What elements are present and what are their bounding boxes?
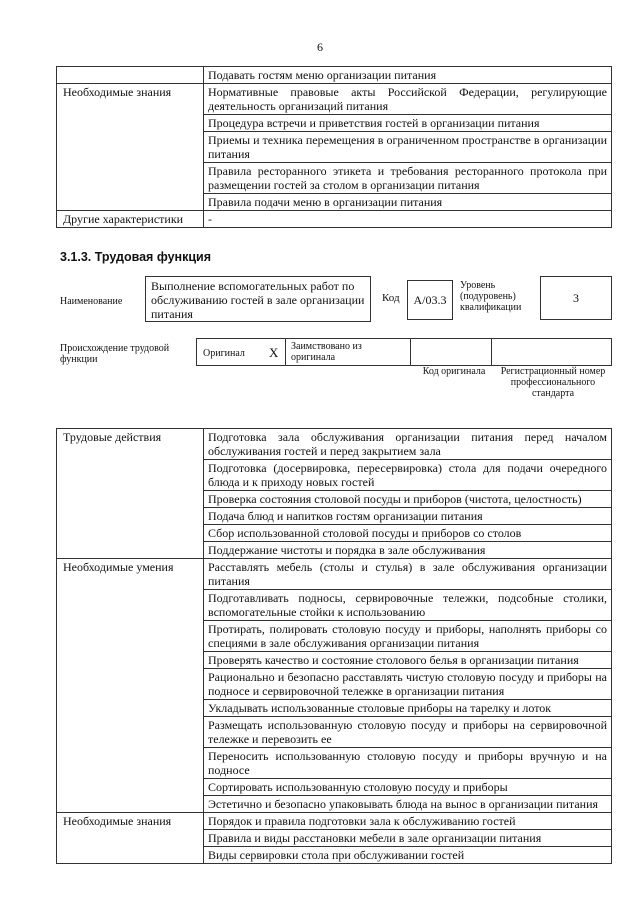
function-name-value: Выполнение вспомогательных работ по обслуживанию гостей в зале организации питания — [151, 279, 365, 321]
group-item: Подготовка (досервировка, пересервировка) стола для подачи очередного блюда и к приходу новых гостей — [204, 460, 612, 491]
row-text: Правила ресторанного этикета и требования ресторанного протокола при размещении гостей за столом в организации питания — [204, 163, 612, 194]
code-label: Код — [382, 292, 400, 304]
original-cell — [196, 338, 286, 366]
code-box — [407, 280, 453, 320]
row-text: Подавать гостям меню организации питания — [204, 67, 612, 84]
knowledge-table-top — [56, 66, 612, 228]
table-row — [57, 211, 612, 228]
row-text: Процедура встречи и приветствия гостей в организации питания — [204, 115, 612, 132]
group-item: Подача блюд и напитков гостям организации питания — [204, 508, 612, 525]
original-mark: X — [269, 345, 279, 360]
group-item: Переносить использованную столовую посуду и приборы вручную и на подносе — [204, 748, 612, 779]
page-number: 6 — [317, 40, 323, 54]
group-item: Расставлять мебель (столы и стулья) в зале обслуживания организации питания — [204, 559, 612, 590]
row-text: Правила подачи меню в организации питания — [204, 194, 612, 211]
row-label: Необходимые знания — [57, 84, 204, 211]
section-title: 3.1.3. Трудовая функция — [60, 250, 212, 264]
group-item: Размещать использованную столовую посуду и приборы на сервировочной тележке и перевозить ее — [204, 717, 612, 748]
borrowed-label: Заимствовано из оригинала — [291, 341, 362, 363]
original-label: Оригинал — [203, 348, 245, 359]
group-item: Сбор использованной столовой посуды и приборов со столов — [204, 525, 612, 542]
group-item: Подготавливать подносы, сервировочные тележки, подсобные столики, вспомогательные стойки к использованию — [204, 590, 612, 621]
reg-number-caption: Регистрационный номер профессионального стандарта — [500, 366, 606, 399]
group-item: Эстетично и безопасно упаковывать блюда на вынос в организации питания — [204, 796, 612, 813]
table-row — [57, 84, 612, 115]
table-row — [57, 813, 612, 830]
table-row — [57, 67, 612, 84]
borrowed-cell — [285, 338, 411, 366]
row-text: Нормативные правовые акты Российской Федерации, регулирующие деятельность организаций питания — [204, 84, 612, 115]
table-row — [57, 429, 612, 460]
level-value: 3 — [573, 290, 579, 305]
code-original-caption: Код оригинала — [422, 366, 486, 377]
name-label: Наименование — [60, 296, 123, 307]
code-original-cell — [410, 338, 492, 366]
table-row — [57, 559, 612, 590]
group-label: Необходимые знания — [57, 813, 204, 864]
group-label: Необходимые умения — [57, 559, 204, 813]
group-item: Порядок и правила подготовки зала к обслуживанию гостей — [204, 813, 612, 830]
labor-function-table — [56, 428, 612, 864]
reg-number-cell — [491, 338, 612, 366]
row-text: Приемы и техника перемещения в ограниченном пространстве в организации питания — [204, 132, 612, 163]
group-item: Правила и виды расстановки мебели в зале организации питания — [204, 830, 612, 847]
group-item: Проверять качество и состояние столового белья в организации питания — [204, 652, 612, 669]
group-item: Виды сервировки стола при обслуживании гостей — [204, 847, 612, 864]
group-label: Трудовые действия — [57, 429, 204, 559]
group-item: Подготовка зала обслуживания организации питания перед началом обслуживания гостей и перед закрытием зала — [204, 429, 612, 460]
row-label — [57, 67, 204, 84]
qualification-level-label: Уровень (подуровень) квалификации — [460, 280, 522, 313]
group-item: Укладывать использованные столовые приборы на тарелку и лоток — [204, 700, 612, 717]
origin-label: Происхождение трудовой функции — [60, 343, 170, 365]
code-value: A/03.3 — [413, 292, 447, 307]
level-box — [540, 276, 612, 320]
row-label: Другие характеристики — [57, 211, 204, 228]
group-item: Поддержание чистоты и порядка в зале обслуживания — [204, 542, 612, 559]
group-item: Проверка состояния столовой посуды и приборов (чистота, целостность) — [204, 491, 612, 508]
function-name-box — [145, 276, 371, 322]
group-item: Протирать, полировать столовую посуду и приборы, наполнять приборы со специями в зале обслуживания организации питания — [204, 621, 612, 652]
row-text: - — [204, 211, 612, 228]
group-item: Рационально и безопасно расставлять чистую столовую посуду и приборы на подносе и сервировочной тележке в организации питания — [204, 669, 612, 700]
group-item: Сортировать использованную столовую посуду и приборы — [204, 779, 612, 796]
